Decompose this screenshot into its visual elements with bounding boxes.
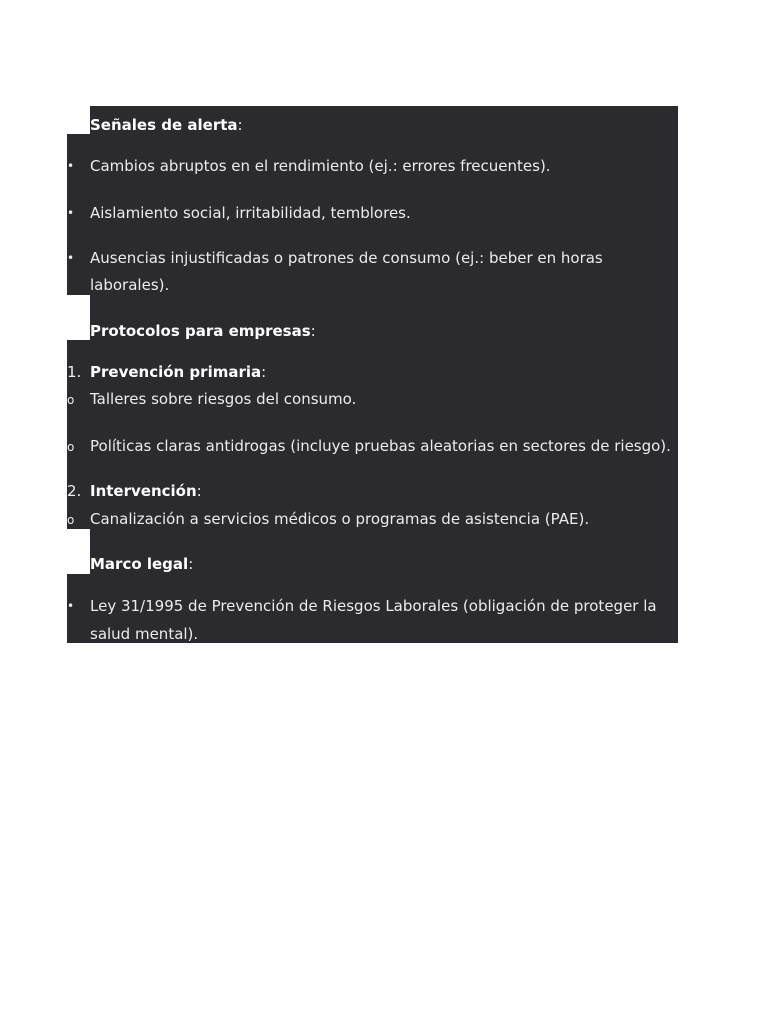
- heading-alert-signs-label: Señales de alerta: [90, 116, 238, 134]
- bullet-marker: •: [67, 251, 75, 265]
- list-item-continuation: laborales).: [90, 276, 170, 294]
- heading-colon: :: [188, 555, 194, 573]
- sub-bullet-marker: o: [67, 393, 75, 407]
- heading-legal-label: Marco legal: [90, 555, 189, 573]
- subheading-colon: :: [261, 363, 267, 381]
- list-item: Cambios abruptos en el rendimiento (ej.: errores frecuentes).: [90, 157, 551, 175]
- subheading-colon: :: [196, 482, 202, 500]
- list-number: 2.: [67, 482, 82, 500]
- bullet-marker: •: [67, 159, 75, 173]
- heading-protocols-label: Protocolos para empresas: [90, 322, 311, 340]
- list-item: Ausencias injustificadas o patrones de consumo (ej.: beber en horas: [90, 249, 603, 267]
- list-item: Políticas claras antidrogas (incluye pruebas aleatorias en sectores de riesgo).: [90, 437, 671, 455]
- heading-legal: [90, 550, 193, 578]
- list-item: Canalización a servicios médicos o programas de asistencia (PAE).: [90, 510, 590, 528]
- heading-protocols: [90, 317, 316, 345]
- subheading-intervention: [90, 477, 202, 505]
- list-item-continuation: salud mental).: [90, 625, 199, 643]
- list-number: 1.: [67, 363, 82, 381]
- subheading-primary-prevention-label: Prevención primaria: [90, 363, 262, 381]
- sub-bullet-marker: o: [67, 513, 75, 527]
- list-item: Talleres sobre riesgos del consumo.: [90, 390, 357, 408]
- heading-alert-signs: [90, 111, 243, 139]
- list-item: Aislamiento social, irritabilidad, temblores.: [90, 204, 411, 222]
- sub-bullet-marker: o: [67, 440, 75, 454]
- heading-colon: :: [237, 116, 243, 134]
- bullet-marker: •: [67, 206, 75, 220]
- subheading-primary-prevention: [90, 358, 266, 386]
- subheading-intervention-label: Intervención: [90, 482, 197, 500]
- bullet-marker: •: [67, 599, 75, 613]
- list-item: Ley 31/1995 de Prevención de Riesgos Laborales (obligación de proteger la: [90, 597, 657, 615]
- heading-colon: :: [310, 322, 316, 340]
